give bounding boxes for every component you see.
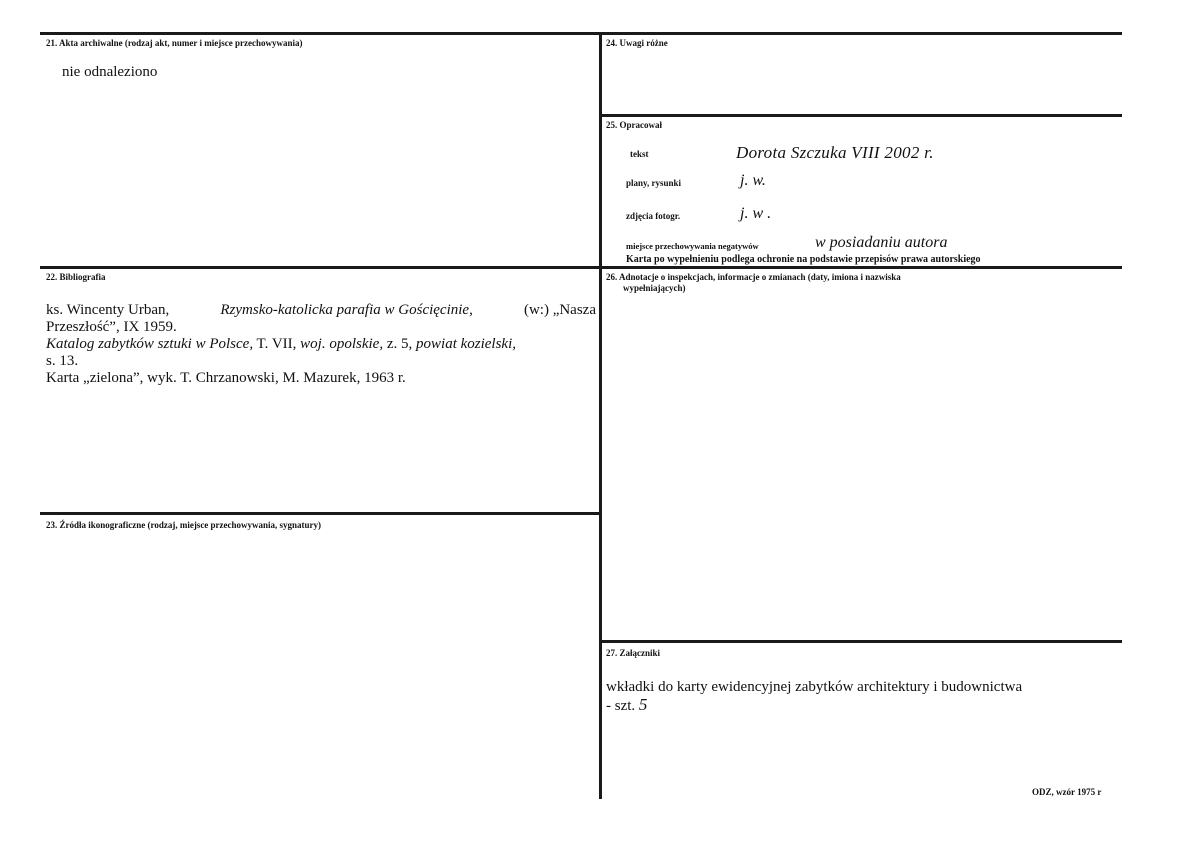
attachments-count-label: - szt. [606,698,639,714]
plany-value: j. w. [740,172,766,189]
section-22-label: 22. Bibliografia [46,272,106,282]
bibliography [46,302,596,387]
section-27-label: 27. Załączniki [606,648,661,658]
attachments-count: 5 [638,695,648,714]
bib-issue: z. 5, [383,336,417,352]
rule-21-22 [40,266,1122,269]
copyright-note: Karta po wypełnieniu podlega ochronie na podstawie przepisów prawa autorskiego [626,254,981,265]
rule-26-27 [601,640,1122,643]
tekst-value: Dorota Szczuka VIII 2002 r. [736,143,934,162]
bib-title: Rzymsko-katolicka parafia w Gościęcinie, [220,302,473,318]
plany-label: plany, rysunki [626,178,682,188]
tekst-label: tekst [630,149,649,159]
bib-catalog-title: Katalog zabytków sztuki w Polsce, [46,336,254,352]
rule-24-25 [601,114,1122,117]
rule-22-23 [40,512,600,515]
bibliography-line-3 [46,336,596,353]
zdjecia-label: zdjęcia fotogr. [626,211,681,221]
section-24-label: 24. Uwagi różne [606,38,668,48]
bib-author: ks. Wincenty Urban, [46,302,174,318]
center-divider [599,32,602,799]
section-26-label-line-2: wypełniających) [623,283,686,293]
miejsce-value: w posiadaniu autora [815,234,948,251]
bibliography-line-5: Karta „zielona”, wyk. T. Chrzanowski, M. Mazurek, 1963 r. [46,370,406,386]
bibliography-line-2: Przeszłość”, IX 1959. [46,319,177,335]
zdjecia-value: j. w . [740,205,772,222]
bib-county: powiat kozielski, [416,336,517,352]
section-21-label: 21. Akta archiwalne (rodzaj akt, numer i miejsce przechowywania) [46,38,303,48]
attachments-line-2 [606,696,647,715]
section-25-label: 25. Opracował [606,120,662,130]
form-model-footer: ODZ, wzór 1975 r [1032,787,1102,797]
bib-voivodeship: woj. opolskie, [300,336,384,352]
attachments-line-1: wkładki do karty ewidencyjnej zabytków architektury i budownictwa [606,679,1023,695]
bib-source: (w:) „Nasza [520,302,596,318]
top-rule [40,32,1122,35]
miejsce-label: miejsce przechowywania negatywów [626,241,759,251]
bibliography-line-1 [46,302,596,319]
section-26-label-line-1: 26. Adnotacje o inspekcjach, informacje o zmianach (daty, imiona i nazwiska [606,272,901,282]
section-23-label: 23. Źródła ikonograficzne (rodzaj, miejsce przechowywania, sygnatury) [46,520,322,530]
bibliography-line-4: s. 13. [46,353,79,369]
bib-volume: T. VII, [253,336,301,352]
section-21-value: nie odnaleziono [62,64,158,80]
